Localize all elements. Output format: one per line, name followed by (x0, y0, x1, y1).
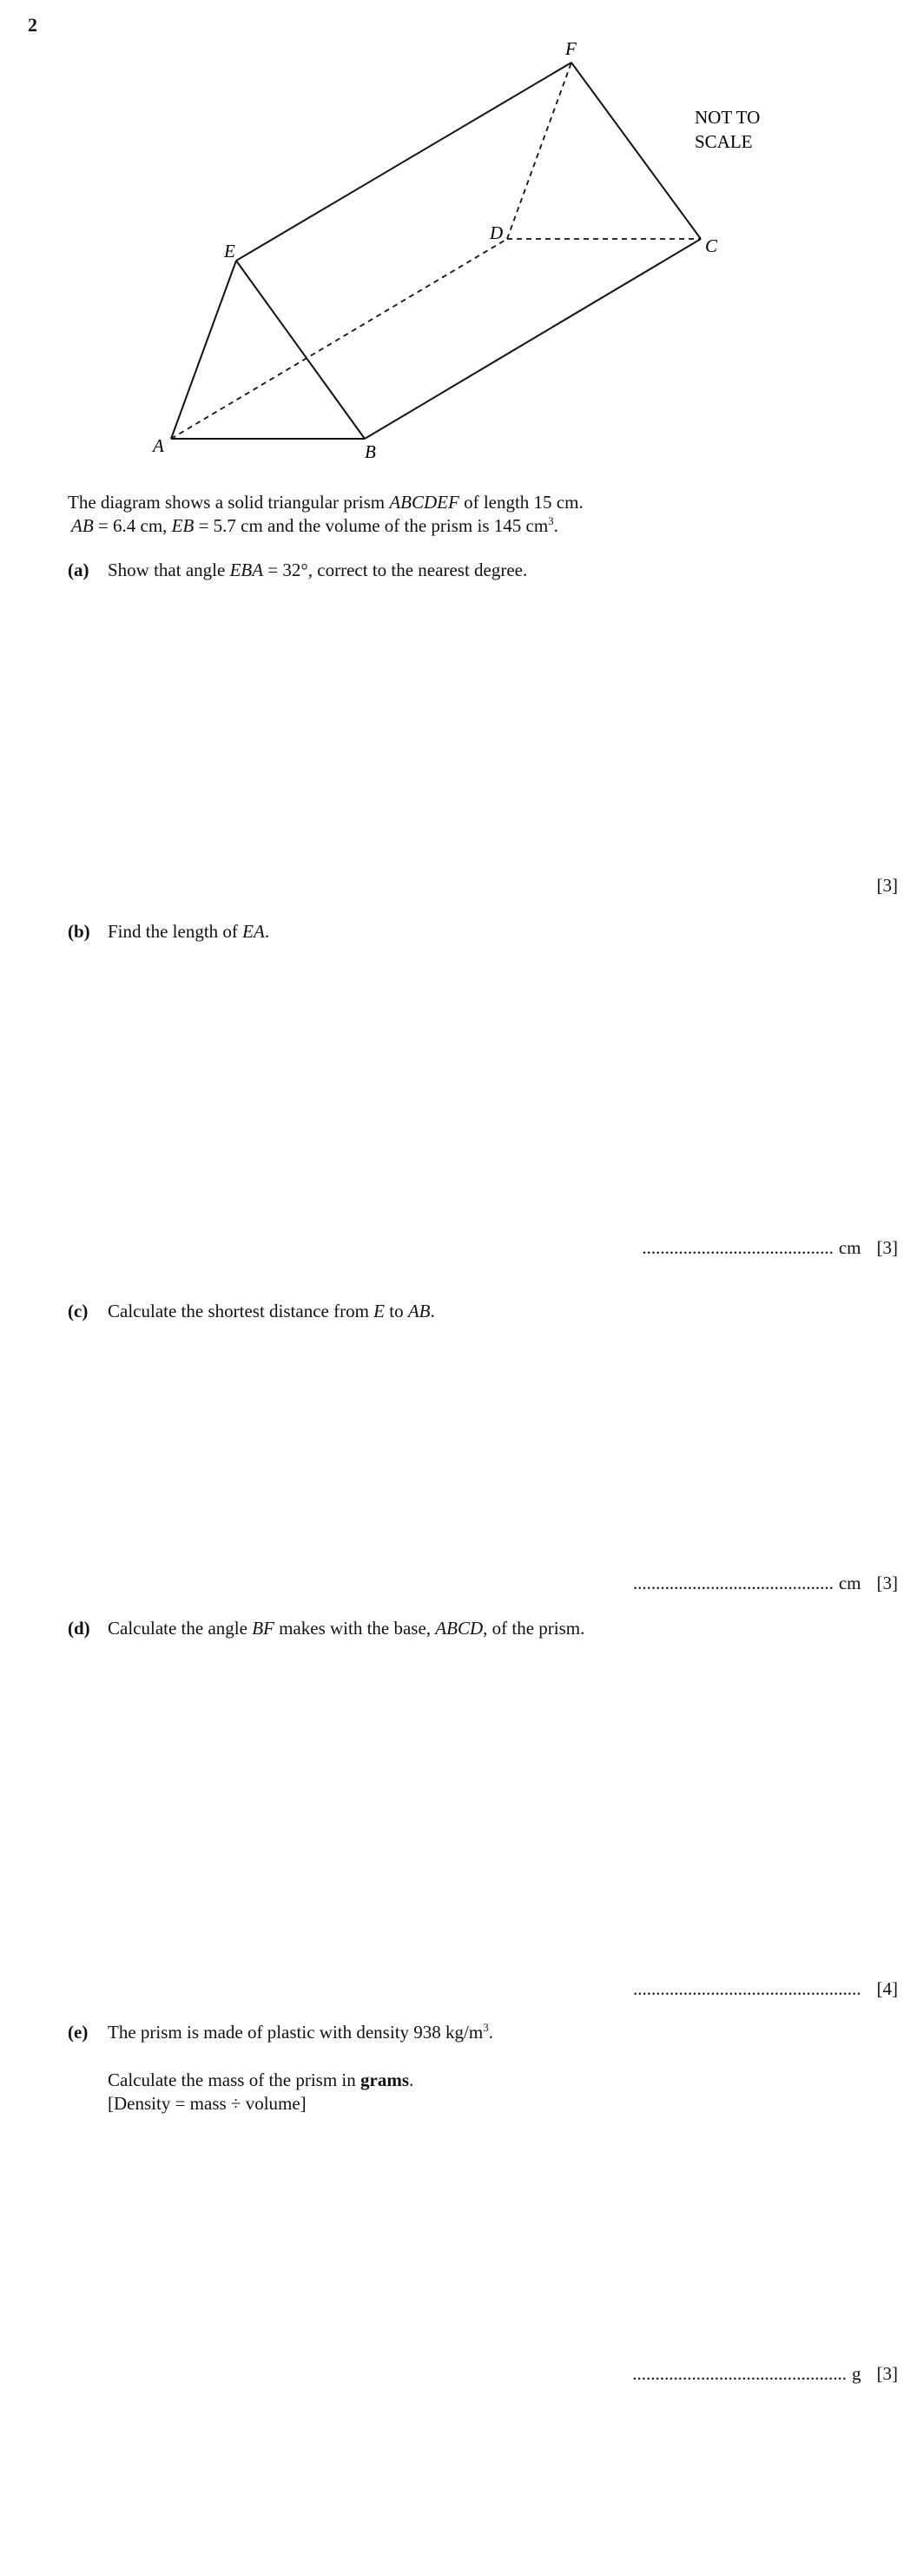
edge-df-hidden (507, 63, 571, 239)
part-d-question: (d) Calculate the angle BF makes with the base, ABCD, of the prism. (68, 1618, 585, 1639)
part-c-answer-line: ............................................ cm [3] (632, 1573, 898, 1593)
intro-line-2: AB = 6.4 cm, EB = 5.7 cm and the volume of the prism is 145 $cm^3$. (71, 514, 558, 536)
not-to-scale-note-line2: SCALE (695, 131, 753, 152)
edge-eb (236, 261, 365, 439)
part-e-answer-field[interactable]: ............................................... (632, 2363, 847, 2384)
part-e-answer-line: ............................................... g [3] (632, 2363, 898, 2384)
not-to-scale-note-line1: NOT TO (695, 107, 761, 128)
part-a-question: (a) Show that angle EBA = 32°, correct to the nearest degree. (68, 560, 528, 580)
part-b-marks: [3] (876, 1237, 898, 1258)
part-d-answer-line (633, 1978, 898, 2000)
intro-text (68, 491, 849, 538)
part-e-question: (e) The prism is made of plastic with density 938 $kg/m^3$. (68, 2021, 493, 2043)
part-b-label: (b) (68, 921, 90, 942)
vertex-e-label: E (224, 241, 235, 262)
intro-line-1: The diagram shows a solid triangular prism ABCDEF of length 15 cm. (68, 492, 584, 513)
vertex-a-label: A (153, 435, 164, 456)
part-b-question: (b) Find the length of EA. (68, 921, 270, 942)
prism-diagram (130, 26, 808, 478)
part-c-answer-field[interactable]: ............................................ (632, 1573, 834, 1593)
vertex-b-label: B (365, 441, 376, 462)
edge-bc (365, 239, 701, 439)
part-a-marks: [3] (876, 875, 898, 896)
part-b-answer-line: .......................................... cm [3] (642, 1237, 898, 1258)
question-number: 2 (28, 14, 37, 36)
part-a-label: (a) (68, 560, 89, 580)
edge-fc (571, 63, 701, 239)
vertex-c-label: C (705, 235, 718, 256)
part-d-label: (d) (68, 1618, 90, 1639)
part-c-marks: [3] (876, 1573, 898, 1593)
edge-ef (236, 63, 571, 261)
part-c-label: (c) (68, 1301, 89, 1321)
vertex-f-label: F (565, 38, 577, 59)
density-formula: [Density = mass ÷ volume] (108, 2093, 307, 2114)
edge-ae (171, 261, 236, 439)
part-e-label: (e) (68, 2022, 89, 2043)
part-d-marks: [4] (876, 1978, 898, 1999)
part-b-answer-field[interactable]: .......................................... (642, 1237, 834, 1258)
edge-ad-hidden (171, 239, 507, 439)
part-e-marks: [3] (876, 2363, 898, 2384)
part-d-answer-field[interactable]: .................................................. (633, 1978, 861, 1999)
vertex-d-label: D (490, 222, 504, 243)
part-e-instruction: Calculate the mass of the prism in grams. [Density = mass ÷ volume] (68, 2069, 884, 2116)
part-c-question: (c) Calculate the shortest distance from E to AB. (68, 1301, 435, 1321)
